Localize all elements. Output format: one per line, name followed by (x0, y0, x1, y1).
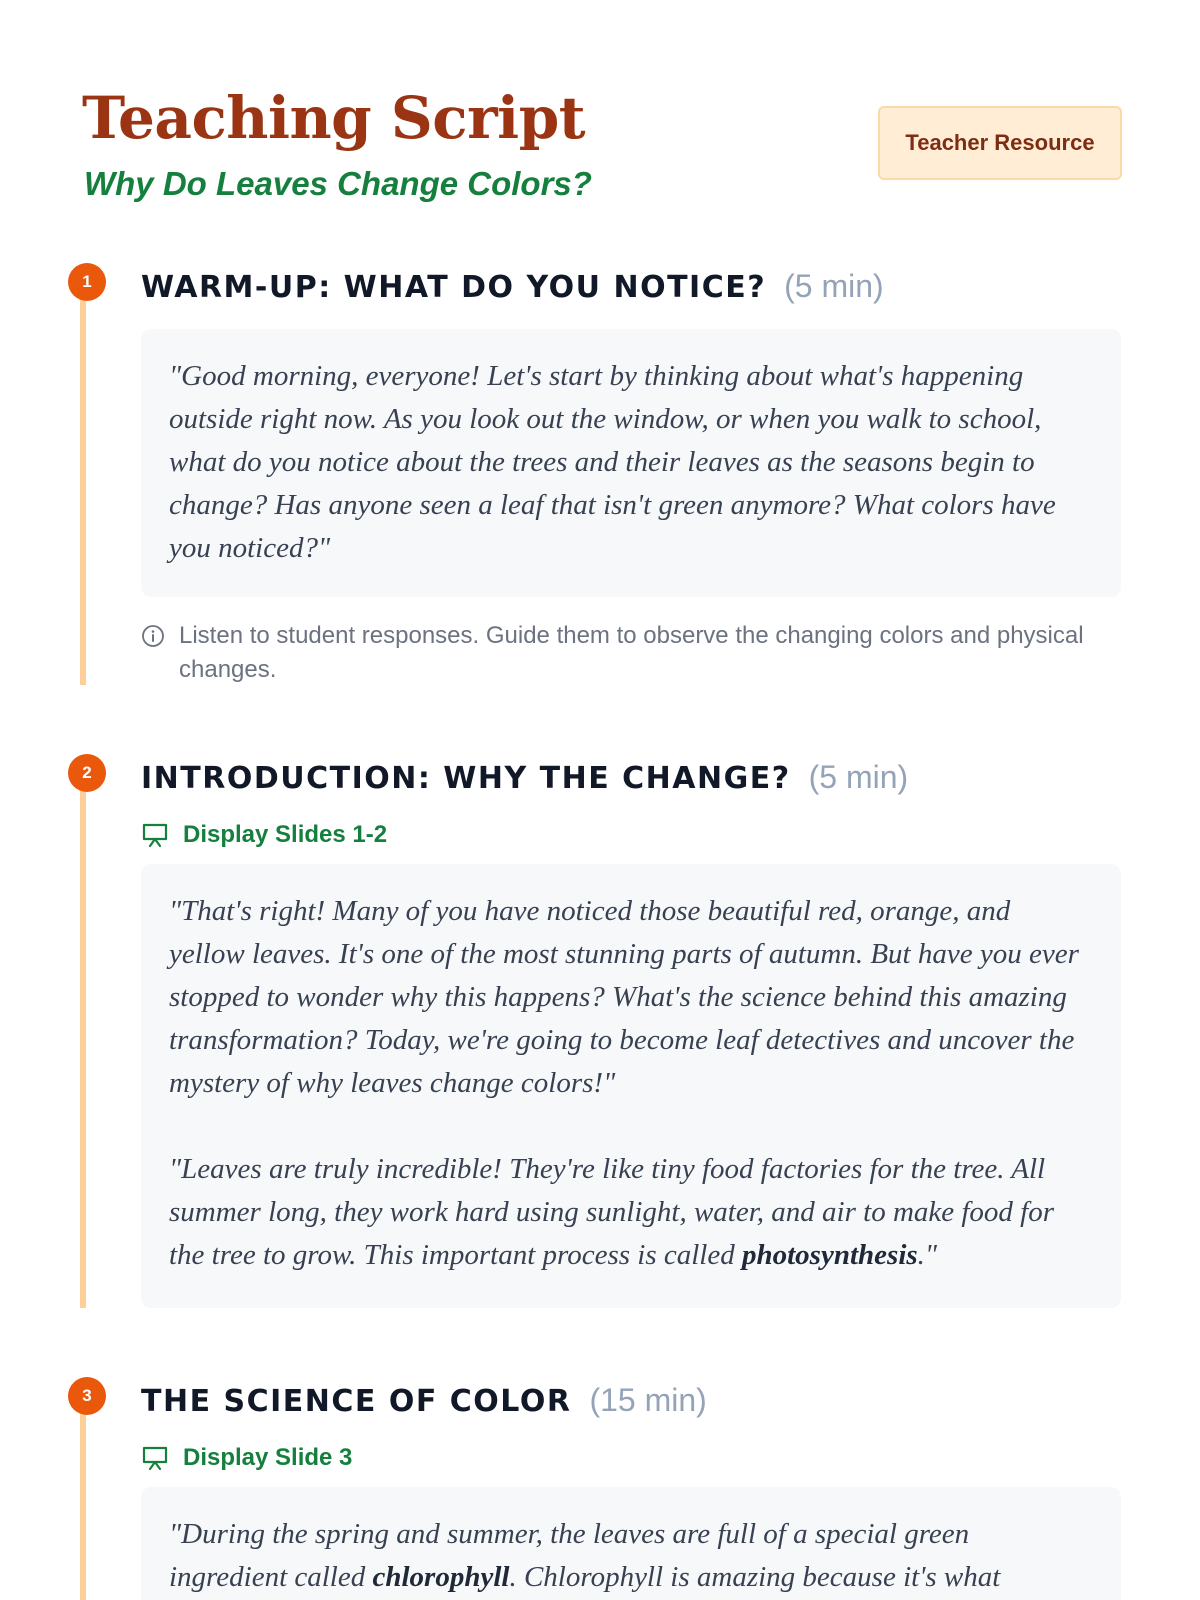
step-number: 2 (68, 754, 106, 792)
step-duration: (5 min) (784, 268, 884, 304)
display-slides-cue (141, 1442, 352, 1474)
script-paragraph: "That's right! Many of you have noticed those beautiful red, orange, and yellow leaves. It's one of the most stunning parts of autumn. But have you ever stopped to wonder why this happens? What's the science behind this amazing transformation? Today, we're going to become leaf detectives and uncover the mystery of why leaves change colors!" (169, 895, 1079, 1099)
script-box (141, 1487, 1121, 1600)
teacher-resource-badge: Teacher Resource (878, 106, 1122, 180)
display-slides-label: Display Slide 3 (183, 1444, 353, 1471)
presentation-icon (141, 1444, 169, 1472)
step-title-text: INTRODUCTION: WHY THE CHANGE? (141, 761, 791, 796)
step-title (141, 757, 908, 799)
step-title-text: WARM-UP: WHAT DO YOU NOTICE? (141, 270, 767, 305)
page-header (82, 78, 1122, 218)
step-title (141, 266, 884, 308)
page-title: Teaching Script (82, 84, 586, 152)
script-paragraph (169, 1513, 1093, 1599)
step-number: 1 (68, 263, 106, 301)
script-text: "Leaves are truly incredible! They're like tiny food factories for the tree. All summer long, they work hard using sunlight, water, and air to make food for the tree to grow. This important process is called (169, 1153, 1055, 1271)
display-slides-label: Display Slides 1-2 (183, 821, 388, 848)
step-duration: (5 min) (808, 759, 909, 795)
key-term: chlorophyll (372, 1561, 510, 1593)
presentation-icon (141, 821, 169, 849)
display-slides-cue (141, 819, 387, 851)
info-icon (141, 624, 165, 648)
timeline-line (80, 776, 86, 1308)
script-paragraph (169, 1148, 1093, 1277)
script-text: ." (917, 1239, 938, 1271)
script-paragraph: "Good morning, everyone! Let's start by thinking about what's happening outside right now. As you look out the window, or when you walk to school, what do you notice about the trees and their leaves as the seasons begin to change? Has anyone seen a leaf that isn't green anymore? What colors have you noticed?" (169, 360, 1056, 564)
script-text: . Chlorophyll is amazing because it's what (509, 1561, 1001, 1593)
step-title-text: THE SCIENCE OF COLOR (141, 1384, 572, 1419)
step-title (141, 1380, 707, 1422)
teacher-note-text: Listen to student responses. Guide them to observe the changing colors and physical changes. (179, 622, 1084, 683)
key-term: photosynthesis (742, 1239, 918, 1271)
timeline-line (80, 1399, 86, 1600)
script-box (141, 864, 1121, 1308)
teacher-note (141, 619, 1101, 687)
page-subtitle: Why Do Leaves Change Colors? (84, 165, 592, 202)
script-text: "During the spring and summer, the leaves are full of a special green ingredient called (169, 1518, 970, 1593)
script-box (141, 329, 1121, 597)
step-duration: (15 min) (589, 1382, 707, 1418)
step-number: 3 (68, 1377, 106, 1415)
timeline-line (80, 285, 86, 685)
